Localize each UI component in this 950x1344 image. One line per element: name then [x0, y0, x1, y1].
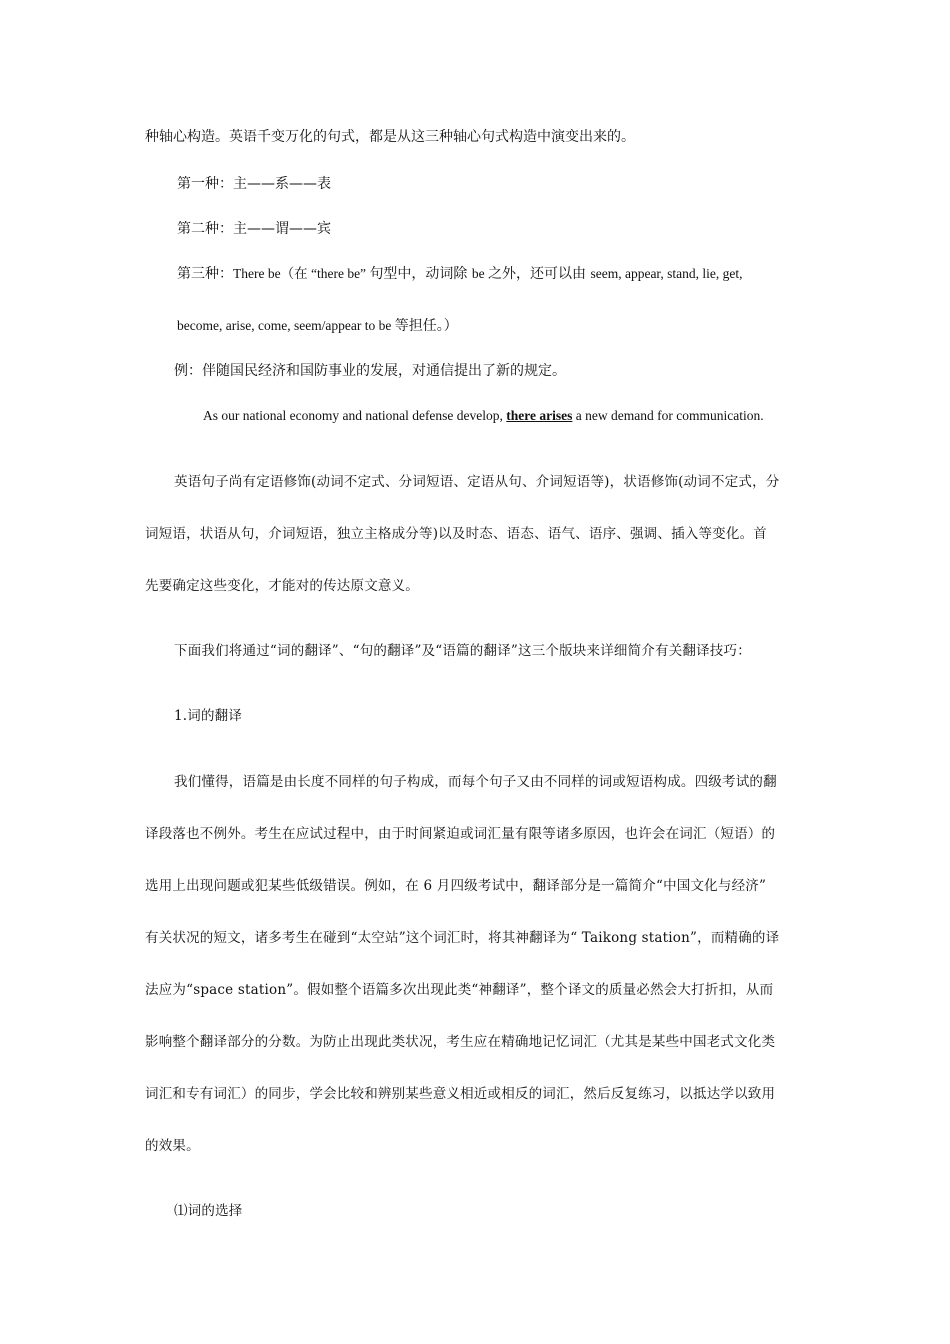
example-zh: 例：伴随国民经济和国防事业的发展，对通信提出了新的规定。 [174, 363, 566, 379]
para3-line-4: 有关状况的短文，诸多考生在碰到“太空站”这个词汇时，将其神翻译为“ Taikong station”，而精确的译 [145, 930, 780, 946]
sentence-type-3 [177, 264, 743, 284]
example-en-emphasis: there arises [506, 408, 573, 423]
heading-word-choice: ⑴词的选择 [174, 1203, 243, 1219]
para2: 下面我们将通过“词的翻译”、“句的翻译”及“语篇的翻译”这三个版块来详细简介有关翻译技巧： [174, 643, 751, 659]
example-en-before: As our national economy and national defense develop, [203, 408, 507, 423]
type3-label: 第三种： [177, 266, 233, 282]
type3-be: be [471, 266, 489, 281]
sentence-type-3-cont [177, 316, 458, 336]
type3-text-a: 句型中，动词除 [369, 266, 472, 282]
para3-line-6: 影响整个翻译部分的分数。为防止出现此类状况，考生应在精确地记忆词汇（尤其是某些中国老式文化类 [145, 1034, 776, 1050]
para1-line-3: 先要确定这些变化，才能对的传达原文意义。 [145, 578, 419, 594]
para3-line-8: 的效果。 [145, 1138, 200, 1154]
heading-word-translation: 1.词的翻译 [174, 708, 243, 724]
sentence-type-2: 第二种：主——谓——宾 [177, 221, 331, 237]
type3-there-be: There be（在 “there be” [233, 266, 370, 281]
para3-line-1: 我们懂得，语篇是由长度不同样的句子构成，而每个句子又由不同样的词或短语构成。四级考试的翻 [174, 774, 777, 790]
para1-line-2: 词短语，状语从句，介词短语，独立主格成分等)以及时态、语态、语气、语序、强调、插入等变化。首 [145, 526, 767, 542]
para3-line-7: 词汇和专有词汇）的同步，学会比较和辨别某些意义相近或相反的词汇，然后反复练习，以抵达学以致用 [145, 1086, 776, 1102]
sentence-type-1: 第一种：主——系——表 [177, 176, 331, 192]
para3-line-5: 法应为“space station”。假如整个语篇多次出现此类“神翻译”，整个译文的质量必然会大打折扣，从而 [145, 982, 774, 998]
para1-line-1: 英语句子尚有定语修饰(动词不定式、分词短语、定语从句、介词短语等)，状语修饰(动词不定式，分 [174, 474, 780, 490]
intro-line: 种轴心构造。英语千变万化的句式，都是从这三种轴心句式构造中演变出来的。 [145, 129, 635, 145]
type3-verbs: seem, appear, stand, lie, get, [590, 266, 743, 281]
para3-line-3: 选用上出现问题或犯某些低级错误。例如，在 6 月四级考试中，翻译部分是一篇简介“中国文化与经济” [145, 878, 767, 894]
type3-text-b: 之外，还可以由 [488, 266, 591, 282]
example-en [203, 406, 764, 426]
type3-end: 等担任。） [394, 318, 458, 334]
example-en-after: a new demand for communication. [572, 408, 764, 423]
para3-line-2: 译段落也不例外。考生在应试过程中，由于时间紧迫或词汇量有限等诸多原因，也许会在词汇（短语）的 [145, 826, 776, 842]
type3-verbs-cont: become, arise, come, seem/appear to be [177, 318, 395, 333]
